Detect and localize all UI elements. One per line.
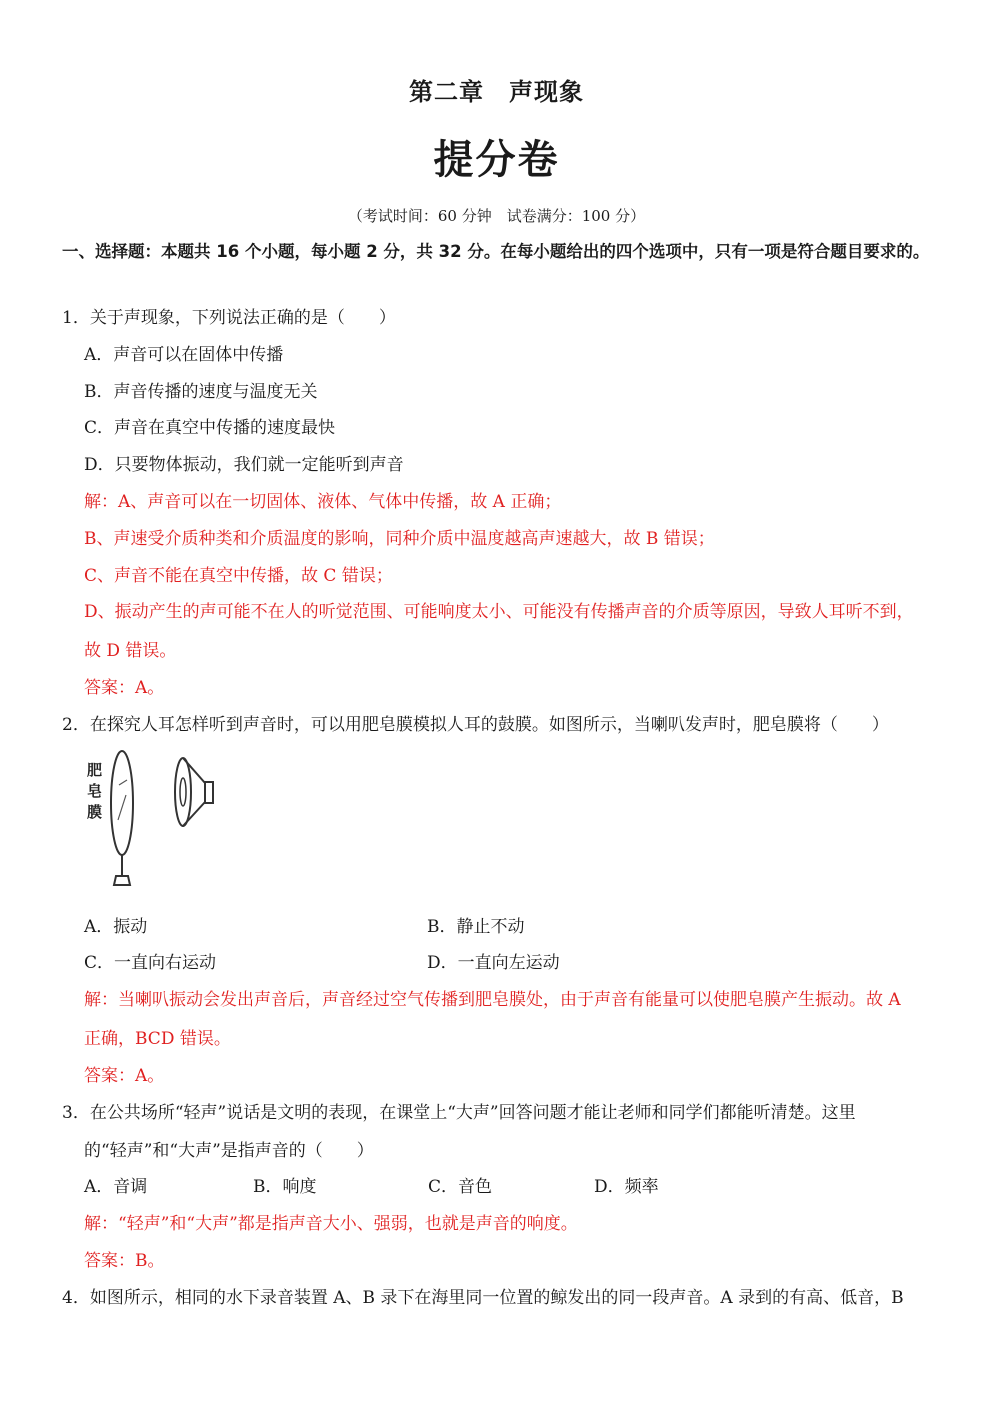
question-2-solution-line: 正确，BCD 错误。 bbox=[84, 1029, 231, 1049]
question-2-option-b: B．静止不动 bbox=[427, 917, 525, 937]
question-1-option-a: A．声音可以在固体中传播 bbox=[84, 345, 284, 365]
question-3-option-b: B．响度 bbox=[253, 1177, 317, 1197]
question-3-option-a: A．音调 bbox=[84, 1177, 148, 1197]
question-2-solution-line: 解：当喇叭振动会发出声音后，声音经过空气传播到肥皂膜处，由于声音有能量可以使肥皂膜产生振动。故 A bbox=[84, 990, 901, 1010]
question-2-option-d: D．一直向左运动 bbox=[427, 953, 560, 973]
film-base bbox=[114, 876, 130, 885]
soap-film-label: 肥 皂 膜 bbox=[87, 761, 103, 821]
soap-film-speaker-figure bbox=[105, 745, 225, 890]
section-heading: 一、选择题：本题共 16 个小题，每小题 2 分，共 32 分。在每小题给出的四个选项中，只有一项是符合题目要求的。 bbox=[62, 242, 930, 261]
question-3-option-d: D．频率 bbox=[594, 1177, 659, 1197]
question-3-solution: 解：“轻声”和“大声”都是指声音大小、强弱，也就是声音的响度。 bbox=[84, 1214, 578, 1234]
question-1-solution-line: B、声速受介质种类和介质温度的影响，同种介质中温度越高声速越大，故 B 错误； bbox=[84, 529, 715, 549]
speaker-icon bbox=[175, 758, 213, 826]
question-2-stem: 2．在探究人耳怎样听到声音时，可以用肥皂膜模拟人耳的鼓膜。如图所示，当喇叭发声时，肥皂膜将（ ） bbox=[62, 715, 889, 735]
question-2-option-a: A．振动 bbox=[84, 917, 148, 937]
exam-meta: （考试时间：60 分钟 试卷满分：100 分） bbox=[347, 207, 646, 225]
question-3-option-c: C．音色 bbox=[428, 1177, 493, 1197]
question-4-stem: 4．如图所示，相同的水下录音装置 A、B 录下在海里同一位置的鲸发出的同一段声音。A 录到的有高、低音，B bbox=[62, 1288, 904, 1308]
question-2-answer: 答案：A。 bbox=[84, 1066, 165, 1086]
question-1-option-c: C．声音在真空中传播的速度最快 bbox=[84, 418, 336, 438]
question-3-stem-line: 的“轻声”和“大声”是指声音的（ ） bbox=[84, 1141, 374, 1161]
page-title: 提分卷 bbox=[433, 136, 560, 183]
question-1-stem: 1．关于声现象，下列说法正确的是（ ） bbox=[62, 308, 396, 328]
question-1-solution-line: C、声音不能在真空中传播，故 C 错误； bbox=[84, 566, 393, 586]
question-1-answer: 答案：A。 bbox=[84, 678, 165, 698]
question-1-solution-line: D、振动产生的声可能不在人的听觉范围、可能响度太小、可能没有传播声音的介质等原因，导致人耳听不到， bbox=[84, 602, 914, 622]
question-1-solution-line: 解：A、声音可以在一切固体、液体、气体中传播，故 A 正确； bbox=[84, 492, 562, 512]
question-1-option-b: B．声音传播的速度与温度无关 bbox=[84, 382, 318, 402]
question-3-stem-line: 3．在公共场所“轻声”说话是文明的表现，在课堂上“大声”回答问题才能让老师和同学们都能听清楚。这里 bbox=[62, 1103, 856, 1123]
question-3-answer: 答案：B。 bbox=[84, 1251, 165, 1271]
chapter-title: 第二章 声现象 bbox=[409, 77, 584, 106]
question-1-solution-line: 故 D 错误。 bbox=[84, 641, 177, 661]
question-2-option-c: C．一直向右运动 bbox=[84, 953, 217, 973]
soap-film-ring bbox=[111, 751, 133, 855]
question-1-option-d: D．只要物体振动，我们就一定能听到声音 bbox=[84, 455, 404, 475]
